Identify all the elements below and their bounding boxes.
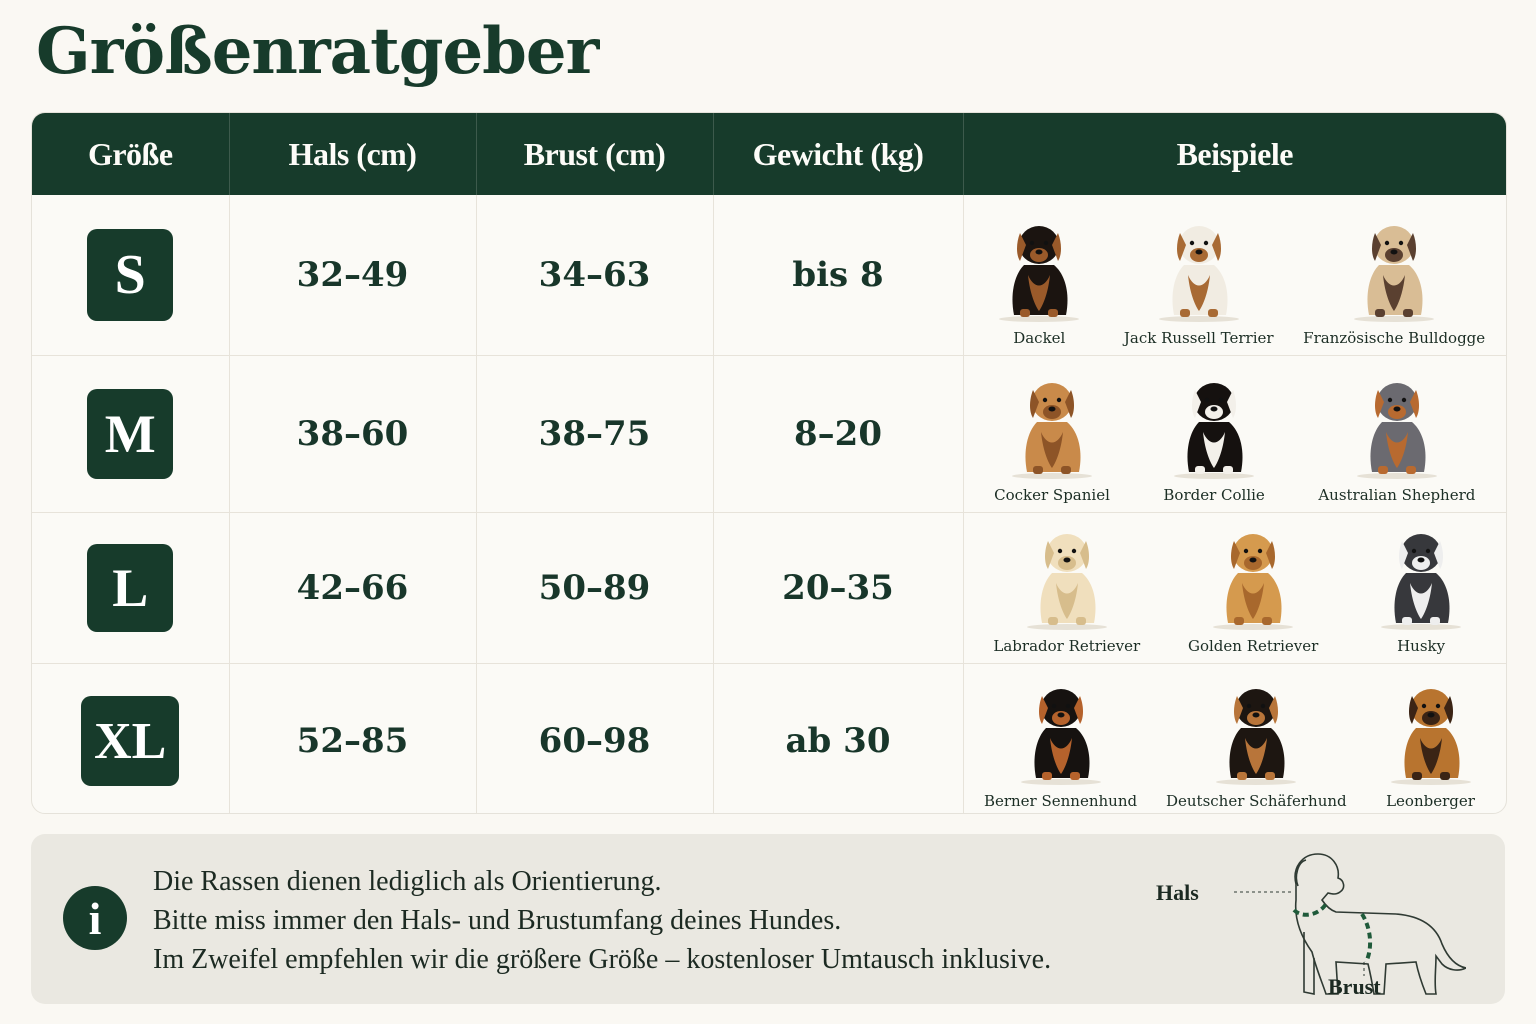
- dachshund-icon: [984, 215, 1094, 323]
- examples-cell: [963, 195, 1506, 356]
- french-bulldog-icon: [1339, 215, 1449, 323]
- weight-value: ab 30: [713, 664, 963, 815]
- breed-example: [1124, 215, 1274, 347]
- table-header-row: [32, 113, 1506, 195]
- table-row: [32, 513, 1506, 664]
- header-neck: Hals (cm): [229, 113, 476, 195]
- breed-name: Golden Retriever: [1187, 637, 1319, 655]
- breed-example: [1318, 372, 1475, 504]
- info-line: Die Rassen dienen lediglich als Orientierung.: [153, 866, 662, 897]
- chest-value: 50–89: [476, 513, 713, 664]
- table-row: [32, 195, 1506, 356]
- examples-cell: [963, 356, 1506, 513]
- neck-value: 42–66: [229, 513, 476, 664]
- husky-icon: [1366, 523, 1476, 631]
- page-title: Größenratgeber: [36, 14, 599, 89]
- breed-name: Dackel: [1013, 329, 1066, 347]
- breed-example: [994, 372, 1110, 504]
- jack-russell-icon: [1144, 215, 1254, 323]
- neck-value: 52–85: [229, 664, 476, 815]
- bernese-icon: [1006, 678, 1116, 786]
- table-row: [32, 356, 1506, 513]
- size-badge: L: [87, 544, 173, 632]
- leonberger-icon: [1376, 678, 1486, 786]
- header-chest: Brust (cm): [476, 113, 713, 195]
- info-text: [153, 862, 1051, 979]
- breed-name: Australian Shepherd: [1318, 486, 1476, 504]
- neck-value: 32–49: [229, 195, 476, 356]
- size-badge: S: [87, 229, 173, 321]
- australian-shepherd-icon: [1342, 372, 1452, 480]
- breed-name: Leonberger: [1386, 792, 1475, 810]
- weight-value: 8–20: [713, 356, 963, 513]
- info-line: Im Zweifel empfehlen wir die größere Größe – kostenloser Umtausch inklusive.: [153, 944, 1052, 975]
- border-collie-icon: [1159, 372, 1269, 480]
- chest-value: 38–75: [476, 356, 713, 513]
- table-row: [32, 664, 1506, 815]
- breed-example: [1166, 678, 1347, 810]
- german-shepherd-icon: [1201, 678, 1311, 786]
- breed-example: [984, 678, 1137, 810]
- header-weight: Gewicht (kg): [713, 113, 963, 195]
- size-cell: [32, 195, 229, 356]
- cocker-spaniel-icon: [997, 372, 1107, 480]
- size-badge: XL: [81, 696, 179, 786]
- breed-example: [1188, 523, 1318, 655]
- header-size: Größe: [32, 113, 229, 195]
- breed-name: Berner Sennenhund: [983, 792, 1138, 810]
- breed-name: Border Collie: [1163, 486, 1265, 504]
- info-line: Bitte miss immer den Hals- und Brustumfang deines Hundes.: [153, 905, 842, 936]
- breed-name: Französische Bulldogge: [1303, 329, 1486, 347]
- breed-example: [993, 523, 1140, 655]
- breed-example: [1303, 215, 1485, 347]
- breed-example: [1366, 523, 1476, 655]
- header-examples: Beispiele: [963, 113, 1506, 195]
- examples-cell: [963, 513, 1506, 664]
- info-box: [31, 834, 1505, 1004]
- weight-value: bis 8: [713, 195, 963, 356]
- size-cell: [32, 513, 229, 664]
- neck-label: Hals: [1156, 880, 1199, 905]
- breed-name: Jack Russell Terrier: [1123, 329, 1274, 347]
- breed-name: Deutscher Schäferhund: [1165, 792, 1347, 810]
- breed-name: Cocker Spaniel: [994, 486, 1110, 504]
- golden-retriever-icon: [1198, 523, 1308, 631]
- size-cell: [32, 356, 229, 513]
- size-table: [31, 112, 1507, 814]
- chest-value: 34–63: [476, 195, 713, 356]
- size-badge: M: [87, 389, 173, 479]
- breed-example: [1376, 678, 1486, 810]
- breed-example: [984, 215, 1094, 347]
- weight-value: 20–35: [713, 513, 963, 664]
- breed-name: Labrador Retriever: [993, 637, 1141, 655]
- info-icon: i: [63, 886, 127, 950]
- chest-label: Brust: [1328, 974, 1381, 999]
- dog-measurement-icon: [1146, 840, 1466, 1000]
- examples-cell: [963, 664, 1506, 815]
- breed-example: [1159, 372, 1269, 504]
- size-cell: [32, 664, 229, 815]
- labrador-icon: [1012, 523, 1122, 631]
- neck-value: 38–60: [229, 356, 476, 513]
- breed-name: Husky: [1397, 637, 1446, 655]
- chest-value: 60–98: [476, 664, 713, 815]
